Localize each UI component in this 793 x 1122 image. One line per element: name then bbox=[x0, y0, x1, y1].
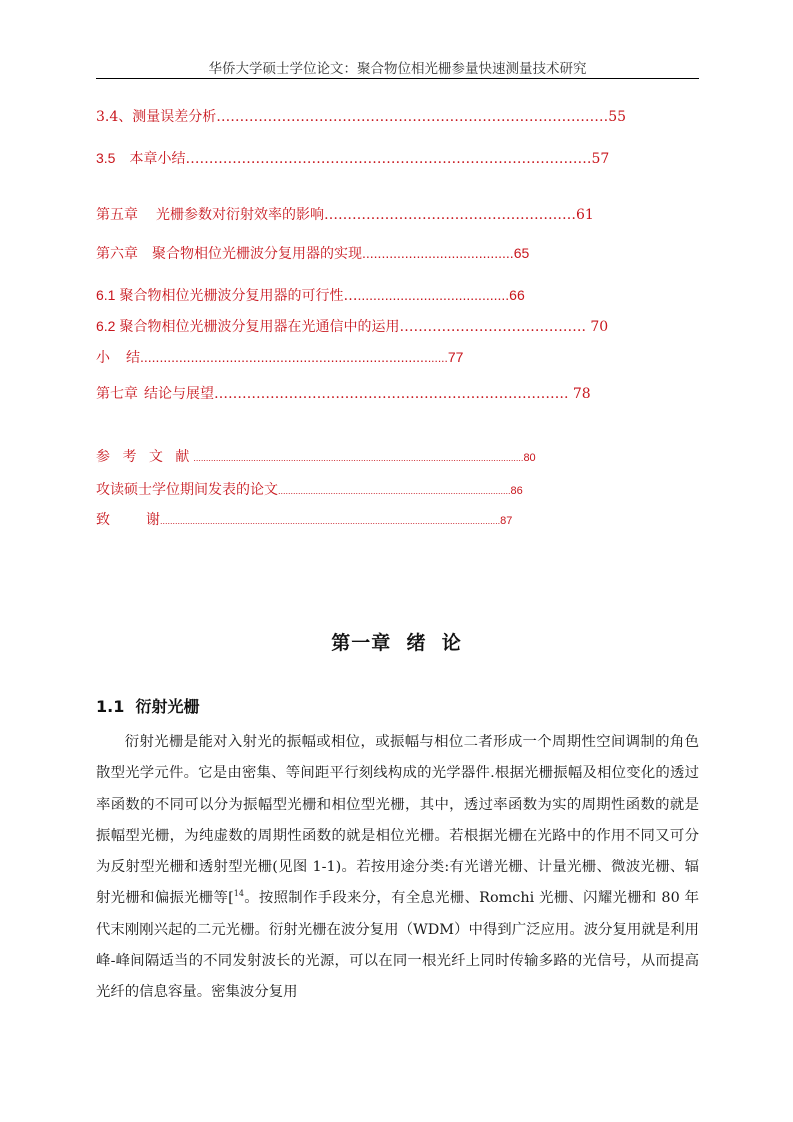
running-header: 华侨大学硕士学位论文：聚合物位相光栅参量快速测量技术研究 bbox=[208, 61, 587, 77]
toc-page: 87 bbox=[500, 515, 513, 527]
toc-page: 65 bbox=[513, 245, 530, 261]
toc-entry-ch7[interactable] bbox=[96, 383, 591, 405]
toc-page: . 78 bbox=[564, 386, 591, 402]
toc-leader-2: ...... bbox=[427, 351, 448, 365]
toc-leader: ............................................................................................. bbox=[278, 486, 511, 496]
toc-entry-publications[interactable] bbox=[96, 479, 523, 501]
toc-page: 80 bbox=[523, 452, 536, 464]
toc-label-2: 聚合物相位光栅波分复用器的实现 bbox=[152, 246, 362, 262]
toc-label: 攻读硕士学位期间发表的论文 bbox=[96, 482, 278, 498]
toc-entry-ch6[interactable] bbox=[96, 242, 529, 264]
citation-ref[interactable]: 14 bbox=[233, 889, 244, 899]
toc-entry-summary[interactable] bbox=[96, 346, 463, 368]
header-rule bbox=[96, 78, 699, 79]
toc-leader: ………………………………… bbox=[399, 319, 582, 335]
toc-leader: .......................................................................... bbox=[140, 349, 428, 365]
toc-leader: ……………………………………………… bbox=[324, 207, 576, 223]
toc-label-2: 谢 bbox=[146, 512, 160, 528]
toc-label: 6.1 bbox=[96, 287, 116, 303]
toc-label: 致 bbox=[96, 512, 110, 528]
toc-label-2: 本章小结 bbox=[129, 151, 186, 167]
toc-label-2: 聚合物相位光栅波分复用器的可行性… bbox=[119, 288, 358, 304]
toc-label: 第五章 bbox=[96, 207, 138, 223]
toc-entry-3-4[interactable] bbox=[96, 106, 626, 128]
chapter-title: 第一章 绪 论 bbox=[331, 632, 462, 654]
toc-entry-6-2[interactable] bbox=[96, 315, 608, 337]
toc-entry-3-5[interactable] bbox=[96, 147, 609, 169]
toc-page: 77 bbox=[447, 349, 464, 365]
toc-leader: .................................................................................................................................... bbox=[193, 453, 524, 463]
toc-label: 6.2 bbox=[96, 318, 116, 334]
toc-label-2: 结 bbox=[126, 350, 140, 366]
toc-label: 参 考 文 献 bbox=[96, 449, 194, 465]
toc-label: 第六章 bbox=[96, 246, 138, 262]
toc-leader: ........................................................................................................................................ bbox=[160, 516, 501, 526]
toc-label-2: 光栅参数对衍射效率的影响 bbox=[156, 207, 324, 223]
toc-entry-acknowledgements[interactable] bbox=[96, 509, 512, 531]
toc-leader: …………………………………………………………………………… bbox=[185, 151, 592, 167]
section-title: 1.1 衍射光栅 bbox=[96, 697, 200, 716]
paragraph-text-a: 衍射光栅是能对入射光的振幅或相位，或振幅与相位二者形成一个周期性空间调制的角色散型光学元件。它是由密集、等间距平行刻线构成的光学器件.根据光栅振幅及相位变化的透过率函数的不同可以分为振幅型光栅和相位型光栅，其中，透过率函数为实的周期性函数的就是振幅型光栅，为纯虚数的周期性函数的就是相位光栅。若根据光栅在光路中的作用不同又可分为反射型光栅和透射型光栅(见图 1-1)。若按用途分类:有光谱光栅、计量光栅、微波光栅、辐射光栅和偏振光栅等[ bbox=[96, 734, 699, 907]
toc-entry-references[interactable] bbox=[96, 446, 536, 468]
toc-label-2: 结论与展望 bbox=[144, 386, 214, 402]
toc-leader: ………………………………………………………………………… bbox=[216, 109, 609, 125]
toc-page: . 70 bbox=[581, 319, 609, 335]
body-paragraph bbox=[96, 727, 699, 1009]
toc-label: 3.5 bbox=[96, 150, 116, 166]
toc-page: 57 bbox=[591, 151, 610, 167]
toc-label: 小 bbox=[96, 350, 110, 366]
toc-page: 61 bbox=[576, 207, 594, 223]
toc-leader: ....................................... bbox=[357, 287, 510, 303]
toc-label: 3.4、测量误差分析 bbox=[96, 109, 217, 125]
toc-leader: ………………………………………………………………… bbox=[214, 386, 564, 402]
toc-entry-ch5[interactable] bbox=[96, 204, 594, 226]
paragraph-text-b: 。按照制作手段来分，有全息光栅、Romchi 光栅、闪耀光栅和 80 年代末刚刚兴起的二元光栅。衍射光栅在波分复用（WDM）中得到广泛应用。波分复用就是利用峰-峰间隔适当的不同发射波长的光源，可以在同一根光纤上同时传输多路的光信号，从而提高光纤的信息容量。密集波分复用 bbox=[96, 890, 699, 1001]
toc-page: 86 bbox=[510, 485, 523, 497]
toc-page: 55 bbox=[608, 109, 627, 125]
toc-leader: ....................................... bbox=[362, 245, 514, 261]
toc-entry-6-1[interactable] bbox=[96, 284, 525, 306]
toc-page: 66 bbox=[509, 287, 525, 303]
toc-label-2: 聚合物相位光栅波分复用器在光通信中的运用 bbox=[119, 319, 400, 335]
toc-label: 第七章 bbox=[96, 386, 138, 402]
